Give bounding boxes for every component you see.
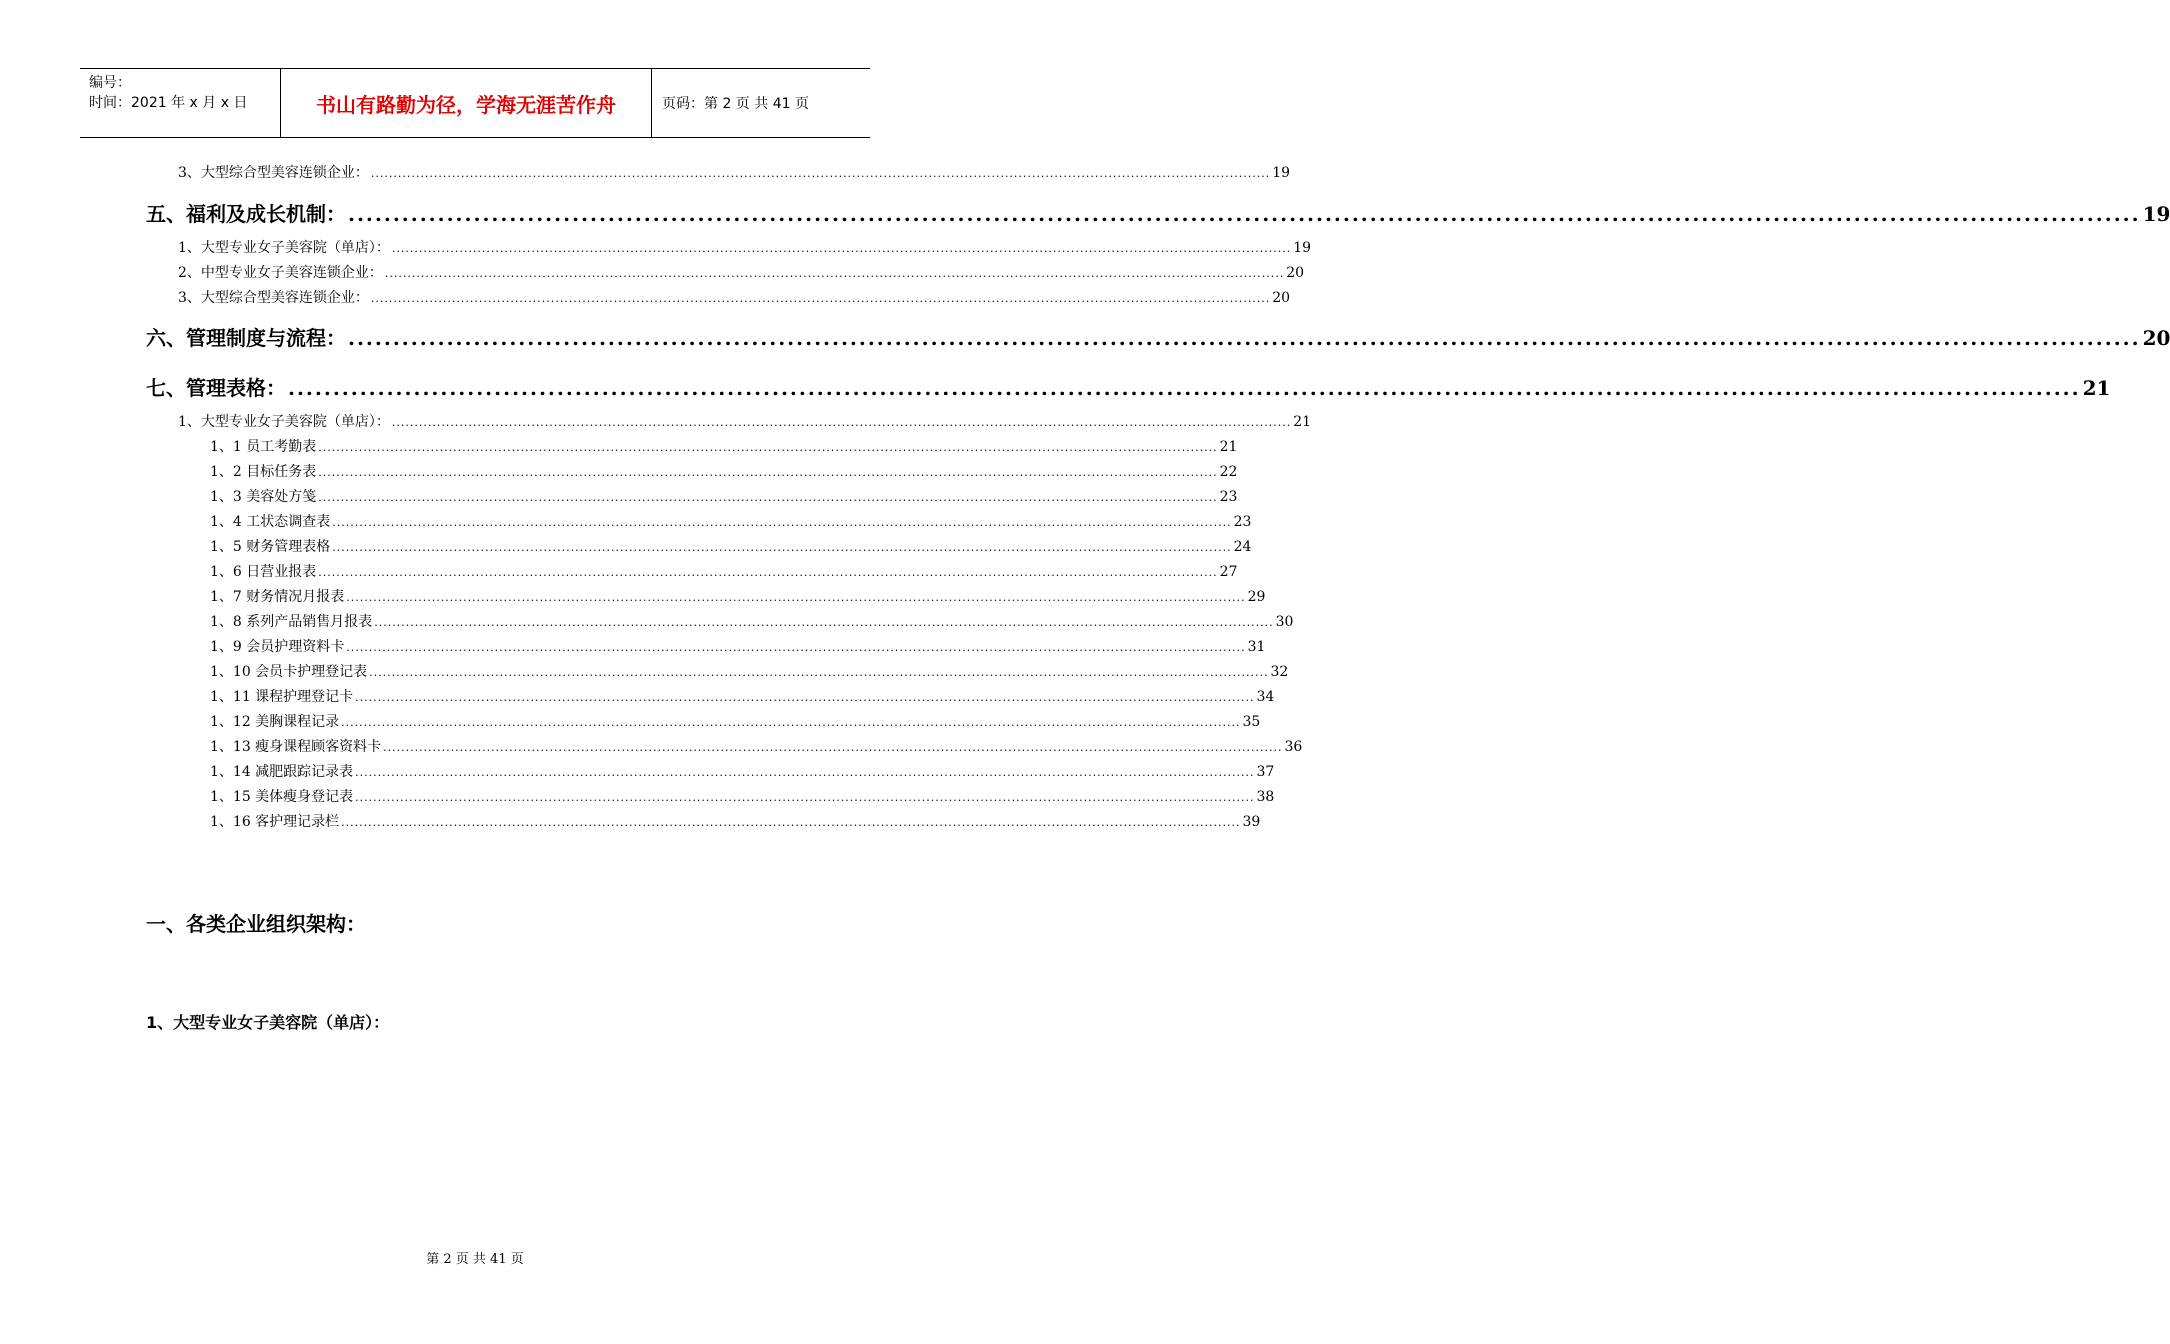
toc-leader-dots: ........................................................................................................................................................................................................ xyxy=(355,791,1255,804)
toc-entry[interactable] xyxy=(210,736,1303,756)
toc-leader-dots: ........................................................................................................................................................................................................ xyxy=(383,741,1283,754)
toc-entry[interactable] xyxy=(210,786,1275,806)
code-label: 编号： xyxy=(89,75,131,91)
toc-entry-label: 1、1 员工考勤表 xyxy=(210,439,317,455)
toc-entry-label: 3、大型综合型美容连锁企业： xyxy=(178,165,369,181)
toc-entry[interactable] xyxy=(210,486,1238,506)
toc-leader-dots: ........................................................................................................................................................................................................ xyxy=(288,376,2081,400)
toc-entry-label: 1、大型专业女子美容院（单店）： xyxy=(178,414,390,430)
header-page-info: 页码：第 2 页 共 41 页 xyxy=(662,96,809,112)
toc-entry-label: 1、7 财务情况月报表 xyxy=(210,589,345,605)
toc-entry-label: 1、15 美体瘦身登记表 xyxy=(210,789,354,805)
toc-entry-page-number: 23 xyxy=(1219,489,1238,505)
toc-entry-page-number: 22 xyxy=(1219,464,1238,480)
toc-entry-label: 七、管理表格： xyxy=(146,376,286,400)
toc-entry-page-number: 19 xyxy=(1293,240,1312,256)
toc-entry[interactable] xyxy=(210,586,1266,606)
toc-leader-dots: ........................................................................................................................................................................................................ xyxy=(391,242,1292,255)
page-footer: 第 2 页 共 41 页 xyxy=(426,1252,524,1267)
header-motto: 书山有路勤为径，学海无涯苦作舟 xyxy=(281,69,652,137)
toc-entry-label: 五、福利及成长机制： xyxy=(146,202,346,226)
toc-leader-dots: ........................................................................................................................................................................................................ xyxy=(374,616,1274,629)
toc-entry[interactable] xyxy=(146,322,2170,350)
toc-entry[interactable] xyxy=(178,237,1312,257)
section-heading: 一、各类企业组织架构： xyxy=(146,912,366,936)
toc-entry[interactable] xyxy=(210,661,1289,681)
toc-leader-dots: ........................................................................................................................................................................................................ xyxy=(341,816,1241,829)
toc-entry[interactable] xyxy=(146,198,2170,226)
toc-entry-label: 1、13 瘦身课程顾客资料卡 xyxy=(210,739,382,755)
toc-entry-page-number: 36 xyxy=(1284,739,1303,755)
toc-entry-label: 1、14 减肥跟踪记录表 xyxy=(210,764,354,780)
toc-entry-page-number: 35 xyxy=(1242,714,1261,730)
page-header xyxy=(80,68,870,138)
toc-entry-page-number: 21 xyxy=(2082,376,2111,400)
toc-entry[interactable] xyxy=(210,686,1275,706)
toc-entry[interactable] xyxy=(210,436,1238,456)
toc-entry-label: 1、2 目标任务表 xyxy=(210,464,317,480)
toc-entry[interactable] xyxy=(210,761,1275,781)
toc-leader-dots: ........................................................................................................................................................................................................ xyxy=(355,691,1255,704)
toc-entry[interactable] xyxy=(178,262,1305,282)
toc-entry-page-number: 27 xyxy=(1219,564,1238,580)
toc-entry-label: 1、9 会员护理资料卡 xyxy=(210,639,345,655)
toc-entry[interactable] xyxy=(210,611,1294,631)
toc-entry-label: 1、16 客护理记录栏 xyxy=(210,814,340,830)
toc-entry-page-number: 24 xyxy=(1233,539,1252,555)
toc-entry-label: 2、中型专业女子美容连锁企业： xyxy=(178,265,383,281)
toc-entry-label: 1、5 财务管理表格 xyxy=(210,539,331,555)
toc-entry-label: 1、4 工状态调查表 xyxy=(210,514,331,530)
toc-leader-dots: ........................................................................................................................................................................................................ xyxy=(348,326,2141,350)
toc-leader-dots: ........................................................................................................................................................................................................ xyxy=(332,516,1232,529)
toc-entry[interactable] xyxy=(210,511,1252,531)
header-meta xyxy=(80,69,281,137)
toc-entry-label: 1、大型专业女子美容院（单店）： xyxy=(178,240,390,256)
toc-leader-dots: ........................................................................................................................................................................................................ xyxy=(346,591,1246,604)
toc-leader-dots: ........................................................................................................................................................................................................ xyxy=(370,167,1271,180)
toc-entry[interactable] xyxy=(210,461,1238,481)
toc-entry-label: 1、10 会员卡护理登记表 xyxy=(210,664,368,680)
subsection-heading: 1、大型专业女子美容院（单店）： xyxy=(146,1013,390,1032)
toc-entry-page-number: 20 xyxy=(1272,290,1291,306)
toc-entry-page-number: 29 xyxy=(1247,589,1266,605)
toc-entry[interactable] xyxy=(178,162,1291,182)
toc-entry[interactable] xyxy=(146,372,2111,400)
toc-entry-page-number: 39 xyxy=(1242,814,1261,830)
toc-entry[interactable] xyxy=(210,711,1261,731)
toc-entry-label: 1、12 美胸课程记录 xyxy=(210,714,340,730)
toc-entry[interactable] xyxy=(178,411,1312,431)
toc-leader-dots: ........................................................................................................................................................................................................ xyxy=(318,441,1218,454)
toc-entry-page-number: 34 xyxy=(1256,689,1275,705)
toc-leader-dots: ........................................................................................................................................................................................................ xyxy=(341,716,1241,729)
toc-entry-page-number: 30 xyxy=(1275,614,1294,630)
toc-entry-page-number: 31 xyxy=(1247,639,1266,655)
toc-entry-label: 3、大型综合型美容连锁企业： xyxy=(178,290,369,306)
toc-entry-label: 1、11 课程护理登记卡 xyxy=(210,689,354,705)
toc-leader-dots: ........................................................................................................................................................................................................ xyxy=(318,466,1218,479)
toc-leader-dots: ........................................................................................................................................................................................................ xyxy=(346,641,1246,654)
time-label: 时间：2021 年 x 月 x 日 xyxy=(89,95,248,111)
toc-entry-page-number: 19 xyxy=(2142,202,2170,226)
toc-entry-page-number: 32 xyxy=(1270,664,1289,680)
toc-leader-dots: ........................................................................................................................................................................................................ xyxy=(370,292,1271,305)
toc-leader-dots: ........................................................................................................................................................................................................ xyxy=(391,416,1292,429)
toc-entry-page-number: 38 xyxy=(1256,789,1275,805)
toc-leader-dots: ........................................................................................................................................................................................................ xyxy=(318,566,1218,579)
toc-entry-page-number: 20 xyxy=(2142,326,2170,350)
toc-entry[interactable] xyxy=(178,287,1291,307)
toc-leader-dots: ........................................................................................................................................................................................................ xyxy=(369,666,1269,679)
toc-entry-page-number: 21 xyxy=(1219,439,1238,455)
toc-entry[interactable] xyxy=(210,536,1252,556)
toc-entry-page-number: 19 xyxy=(1272,165,1291,181)
toc-entry-label: 六、管理制度与流程： xyxy=(146,326,346,350)
toc-entry-page-number: 37 xyxy=(1256,764,1275,780)
toc-entry[interactable] xyxy=(210,811,1261,831)
toc-entry-page-number: 20 xyxy=(1286,265,1305,281)
toc-leader-dots: ........................................................................................................................................................................................................ xyxy=(332,541,1232,554)
toc-leader-dots: ........................................................................................................................................................................................................ xyxy=(384,267,1285,280)
toc-entry-label: 1、6 日营业报表 xyxy=(210,564,317,580)
toc-leader-dots: ........................................................................................................................................................................................................ xyxy=(355,766,1255,779)
toc-entry-page-number: 23 xyxy=(1233,514,1252,530)
toc-entry-label: 1、8 系列产品销售月报表 xyxy=(210,614,373,630)
toc-leader-dots: ........................................................................................................................................................................................................ xyxy=(348,202,2141,226)
toc-leader-dots: ........................................................................................................................................................................................................ xyxy=(318,491,1218,504)
toc-entry-page-number: 21 xyxy=(1293,414,1312,430)
toc-entry-label: 1、3 美容处方笺 xyxy=(210,489,317,505)
toc-entry[interactable] xyxy=(210,561,1238,581)
toc-entry[interactable] xyxy=(210,636,1266,656)
